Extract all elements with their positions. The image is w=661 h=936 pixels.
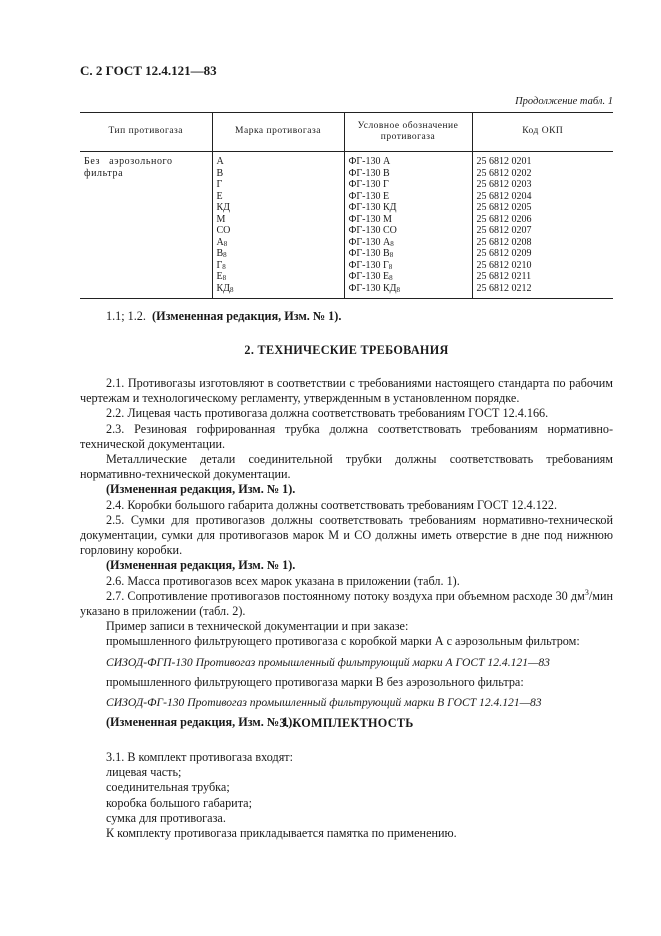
type-line: Без аэрозольного bbox=[84, 156, 173, 167]
amendment-note: (Измененная редакция, Изм. № 1). bbox=[106, 482, 296, 497]
kit-item: коробка большого габарита; bbox=[106, 795, 252, 810]
designation-value: ФГ-130 В bbox=[348, 167, 390, 179]
header-mark: Марка противогаза bbox=[212, 113, 344, 152]
designation-cell bbox=[344, 152, 472, 299]
paragraph-2-3: 2.3. Резиновая гофрированная трубка должна соответствовать требованиям нормативно-технической документации. bbox=[80, 421, 613, 451]
designation-value: ФГ-130 $В_8$ bbox=[348, 248, 394, 259]
okp-code-value: 25 6812 0203 bbox=[476, 179, 532, 190]
mark-value: А bbox=[216, 156, 224, 167]
kit-item: лицевая часть; bbox=[106, 765, 182, 780]
p27-text-b: /мин указано в приложении (табл. 2). bbox=[80, 588, 613, 619]
okp-code-value: 25 6812 0205 bbox=[476, 202, 532, 213]
okp-code-value: 25 6812 0207 bbox=[476, 225, 532, 236]
example-1-code: СИЗОД-ФГП-130 Противогаз промышленный фильтрующий марки А ГОСТ 12.4.121—83 bbox=[106, 655, 550, 669]
designation-value: ФГ-130 М bbox=[348, 213, 392, 225]
header-designation: Условное обозначение противогаза bbox=[344, 113, 472, 152]
paragraph-3-1: 3.1. В комплект противогаза входят: bbox=[106, 750, 294, 764]
paragraph-3-closing: К комплекту противогаза прикладывается памятка по применению. bbox=[106, 826, 457, 841]
section-3-body bbox=[80, 750, 613, 841]
okp-code-value: 25 6812 0212 bbox=[476, 282, 532, 294]
header-type: Тип противогаза bbox=[80, 113, 212, 152]
paragraph-2-3b: Металлические детали соединительной трубки должны соответствовать требованиям нормативно-технической документации. bbox=[80, 452, 613, 482]
mark-value: $Г_8$ bbox=[216, 259, 226, 271]
mark-value: М bbox=[216, 213, 226, 225]
amendment-note: (Измененная редакция, Изм. № 1). bbox=[106, 558, 296, 573]
okp-code-value: 25 6812 0209 bbox=[476, 248, 532, 259]
section-2-body bbox=[80, 376, 613, 730]
mark-cell bbox=[212, 152, 344, 299]
okp-code-value: 25 6812 0202 bbox=[476, 167, 532, 179]
table-continuation-label: Продолжение табл. 1 bbox=[515, 96, 613, 107]
kit-item: сумка для противогаза. bbox=[106, 810, 226, 825]
mark-value: $КД_8$ bbox=[216, 282, 234, 294]
amendment-note: (Измененная редакция, Изм. № 1). bbox=[106, 715, 296, 730]
designation-value: ФГ-130 КД bbox=[348, 202, 397, 213]
note-amendment bbox=[80, 309, 613, 324]
gas-mask-table bbox=[80, 112, 613, 299]
okp-code-value: 25 6812 0208 bbox=[476, 236, 532, 248]
designation-value: ФГ-130 $Е_8$ bbox=[348, 271, 393, 282]
p27-superscript: 3 bbox=[584, 587, 589, 597]
section-2-title: 2. ТЕХНИЧЕСКИЕ ТРЕБОВАНИЯ bbox=[244, 343, 449, 357]
designation-value: ФГ-130 $КД_8$ bbox=[348, 282, 401, 294]
designation-value: ФГ-130 Г bbox=[348, 179, 389, 190]
designation-value: ФГ-130 $Г_8$ bbox=[348, 259, 393, 271]
mark-value: $Е_8$ bbox=[216, 271, 227, 282]
mark-value: $А_8$ bbox=[216, 236, 228, 248]
example-intro: Пример записи в технической документации и при заказе: bbox=[106, 619, 409, 634]
page-header: С. 2 ГОСТ 12.4.121—83 bbox=[80, 63, 217, 78]
paragraph-2-1: 2.1. Противогазы изготовляют в соответствии с требованиями настоящего стандарта по рабочим чертежам и технологическому регламенту, утвержденным в установленном порядке. bbox=[80, 376, 613, 406]
mark-value: $В_8$ bbox=[216, 248, 227, 259]
example-2: промышленного фильтрующего противогаза марки В без аэрозольного фильтра: bbox=[106, 674, 524, 689]
designation-value: ФГ-130 Е bbox=[348, 190, 390, 202]
mark-value: Г bbox=[216, 179, 223, 190]
designation-value: ФГ-130 $А_8$ bbox=[348, 236, 394, 248]
header-okp-code: Код ОКП bbox=[472, 113, 613, 152]
type-line: фильтра bbox=[84, 167, 124, 179]
okp-code-value: 25 6812 0210 bbox=[476, 259, 532, 271]
section-3-title: 3. КОМПЛЕКТНОСТЬ bbox=[279, 716, 414, 730]
note-amend-text: (Измененная редакция, Изм. № 1). bbox=[152, 309, 342, 323]
mark-value: СО bbox=[216, 225, 231, 236]
mark-value: КД bbox=[216, 202, 230, 213]
paragraph-2-5: 2.5. Сумки для противогазов должны соответствовать требованиям нормативно-технической документации, сумки для противогазов марок М и СО должны иметь отверстие в дне под нижнюю горловину коробки. bbox=[80, 512, 613, 558]
table-row bbox=[80, 152, 613, 299]
table-header-row bbox=[80, 113, 613, 152]
okp-code-value: 25 6812 0201 bbox=[476, 156, 532, 167]
paragraph-2-7 bbox=[80, 589, 613, 619]
okp-code-value: 25 6812 0211 bbox=[476, 271, 532, 282]
okp-code-value: 25 6812 0204 bbox=[476, 190, 532, 202]
mark-value: Е bbox=[216, 190, 223, 202]
mark-value: В bbox=[216, 167, 224, 179]
code-cell bbox=[472, 152, 613, 299]
okp-code-value: 25 6812 0206 bbox=[476, 213, 532, 225]
type-cell bbox=[80, 152, 212, 299]
paragraph-2-6: 2.6. Масса противогазов всех марок указана в приложении (табл. 1). bbox=[106, 573, 460, 588]
example-1: промышленного фильтрующего противогаза с коробкой марки А с аэрозольным фильтром: bbox=[106, 634, 580, 649]
paragraph-2-4: 2.4. Коробки большого габарита должны соответствовать требованиям ГОСТ 12.4.122. bbox=[106, 497, 558, 512]
designation-value: ФГ-130 СО bbox=[348, 225, 397, 236]
example-2-code: СИЗОД-ФГ-130 Противогаз промышленный фильтрующий марки В ГОСТ 12.4.121—83 bbox=[106, 696, 542, 710]
paragraph-2-2: 2.2. Лицевая часть противогаза должна соответствовать требованиям ГОСТ 12.4.166. bbox=[106, 406, 549, 421]
note-prefix: 1.1; 1.2. bbox=[106, 309, 146, 323]
designation-value: ФГ-130 А bbox=[348, 156, 391, 167]
p27-text-a: 2.7. Сопротивление противогазов постоянному потоку воздуха при объемном расходе 30 дм bbox=[106, 588, 585, 603]
kit-item: соединительная трубка; bbox=[106, 780, 230, 795]
